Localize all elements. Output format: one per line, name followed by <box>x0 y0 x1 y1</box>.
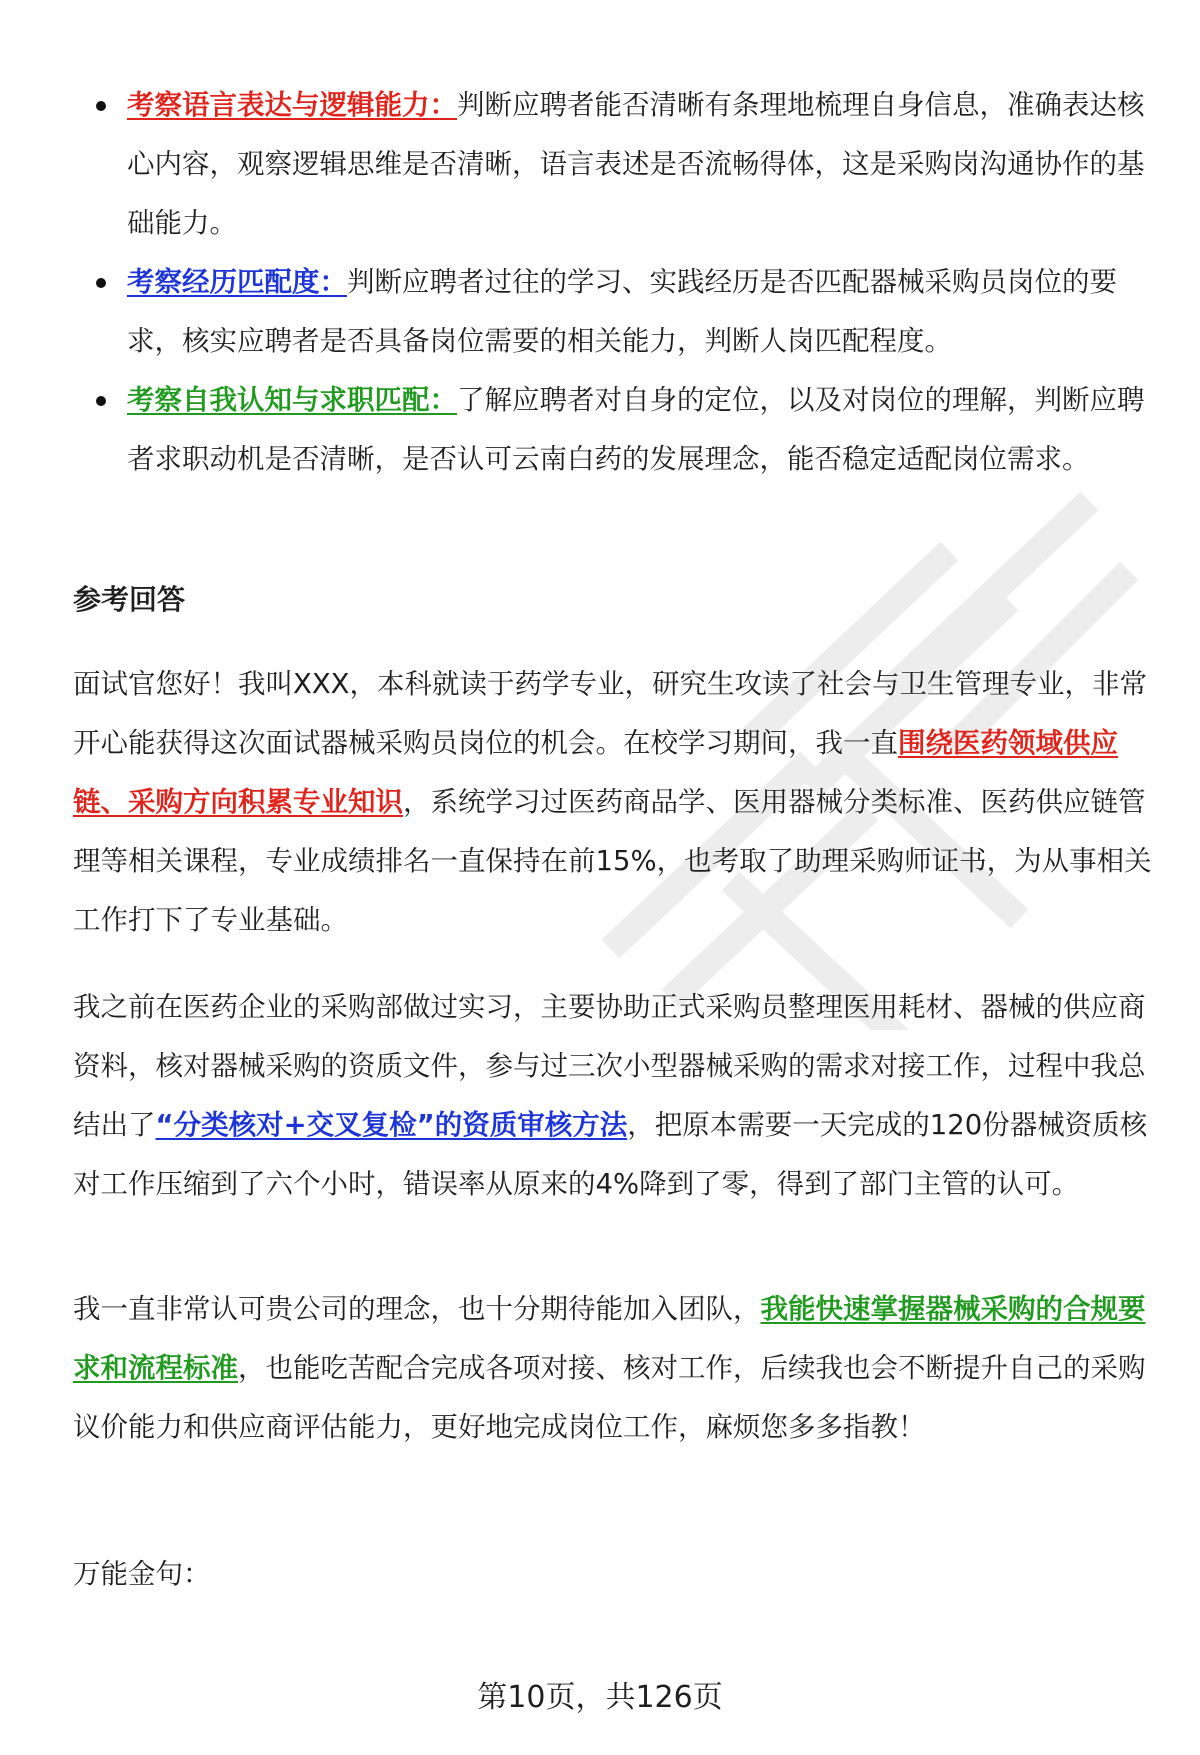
criteria-highlight: 考察经历匹配度： <box>127 266 347 298</box>
answer-text: ，也能吃苦配合完成各项对接、核对工作，后续我也会不断提升自己的采购议价能力和供应商评估能力，更好地完成岗位工作，麻烦您多多指教！ <box>73 1352 1146 1443</box>
bullet-dot <box>96 101 106 111</box>
bullet-dot <box>96 278 106 288</box>
criteria-list <box>0 76 1200 489</box>
bullet-dot <box>96 396 106 406</box>
answer-text: ，把原本需要一天完成的120份器械资质核对工作压缩到了六个小时，错误率从原来的4%降到了零，得到了部门主管的认可。 <box>73 1109 1148 1200</box>
list-item <box>0 371 1200 489</box>
list-item <box>0 253 1200 371</box>
criteria-text: 判断应聘者能否清晰有条理地梳理自身信息，准确表达核心内容，观察逻辑思维是否清晰，语言表述是否流畅得体，这是采购岗沟通协作的基础能力。 <box>127 89 1145 239</box>
answer-text: ，系统学习过医药商品学、医用器械分类标准、医药供应链管理等相关课程，专业成绩排名一直保持在前15%，也考取了助理采购师证书，为从事相关工作打下了专业基础。 <box>73 786 1152 936</box>
answer-text: 面试官您好！我叫XXX，本科就读于药学专业，研究生攻读了社会与卫生管理专业，非常开心能获得这次面试器械采购员岗位的机会。在校学习期间，我一直 <box>73 668 1148 759</box>
answer-text: 我之前在医药企业的采购部做过实习，主要协助正式采购员整理医用耗材、器械的供应商资料，核对器械采购的资质文件，参与过三次小型器械采购的需求对接工作，过程中我总结出了 <box>73 991 1146 1141</box>
criteria-text: 判断应聘者过往的学习、实践经历是否匹配器械采购员岗位的要求，核实应聘者是否具备岗位需要的相关能力，判断人岗匹配程度。 <box>127 266 1117 357</box>
answer-paragraph-2 <box>73 978 1153 1214</box>
criteria-text: 了解应聘者对自身的定位，以及对岗位的理解，判断应聘者求职动机是否清晰，是否认可云南白药的发展理念，能否稳定适配岗位需求。 <box>127 384 1145 475</box>
page-number: 第10页，共126页 <box>477 1680 723 1715</box>
answer-paragraph-1 <box>73 655 1153 950</box>
answer-highlight: 围绕医药领域供应链、采购方向积累专业知识 <box>73 727 1118 818</box>
section-title: 参考回答 <box>73 583 186 616</box>
golden-line-label: 万能金句： <box>73 1558 211 1590</box>
criteria-highlight: 考察语言表达与逻辑能力： <box>127 89 457 121</box>
answer-paragraph-3 <box>73 1280 1153 1457</box>
answer-text: 我一直非常认可贵公司的理念，也十分期待能加入团队， <box>73 1293 761 1325</box>
criteria-highlight: 考察自我认知与求职匹配： <box>127 384 457 416</box>
answer-highlight: 我能快速掌握器械采购的合规要求和流程标准 <box>73 1293 1146 1384</box>
list-item <box>0 76 1200 253</box>
answer-highlight: “分类核对+交叉复检”的资质审核方法 <box>155 1109 628 1141</box>
